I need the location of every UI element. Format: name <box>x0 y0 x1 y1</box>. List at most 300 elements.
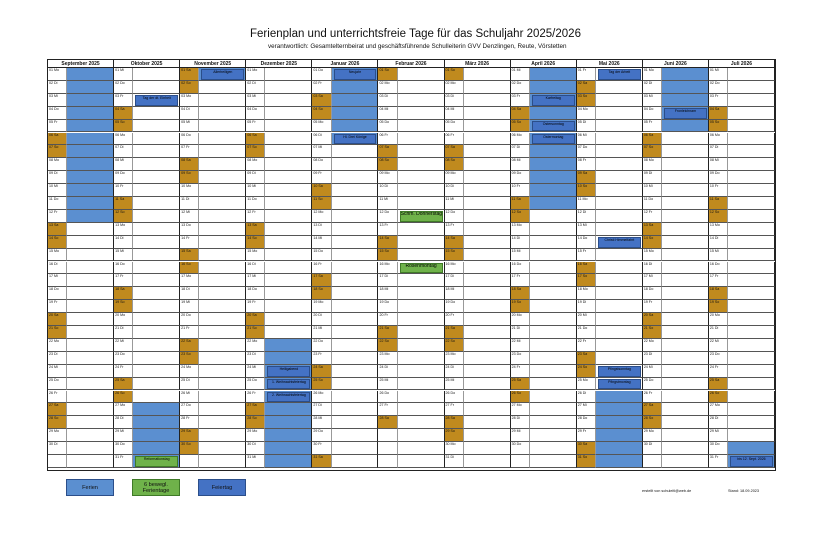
day-info-cell <box>398 120 445 133</box>
day-cell: 11 Mi <box>378 197 397 210</box>
day-cell: 12 Do <box>378 210 397 223</box>
day-cell: 07 Fr <box>180 145 199 158</box>
day-info-cell <box>596 274 643 287</box>
day-cell: 22 Mo <box>48 339 67 352</box>
day-cell: 20 Fr <box>378 313 397 326</box>
day-cell: 26 Di <box>577 391 596 404</box>
day-info-cell <box>530 352 577 365</box>
day-cell: 01 Mi <box>511 68 530 81</box>
day-info-cell <box>133 313 180 326</box>
day-info-cell <box>332 313 379 326</box>
day-info-cell <box>67 133 114 146</box>
day-cell: 25 Mi <box>378 378 397 391</box>
day-info-cell <box>398 249 445 262</box>
day-info-cell <box>464 210 511 223</box>
day-cell: 12 Fr <box>246 210 265 223</box>
day-cell: 24 Mi <box>48 365 67 378</box>
day-cell: 29 Mi <box>511 429 530 442</box>
day-cell <box>48 455 67 468</box>
day-cell: 03 Mi <box>246 94 265 107</box>
day-info-cell <box>265 455 312 468</box>
day-info-cell <box>596 223 643 236</box>
day-cell: 04 Sa <box>709 107 728 120</box>
day-cell: 21 So <box>643 326 662 339</box>
day-info-cell <box>662 158 709 171</box>
day-info-cell <box>728 339 775 352</box>
event-feiertag: 1. Weihnachtsfeiertag <box>267 379 310 390</box>
day-cell: 13 Sa <box>246 223 265 236</box>
day-cell: 24 Mi <box>643 365 662 378</box>
day-cell: 18 Mo <box>577 287 596 300</box>
day-info-cell <box>464 274 511 287</box>
day-info-cell <box>464 326 511 339</box>
day-cell: 27 Sa <box>246 403 265 416</box>
day-cell: 03 Di <box>445 94 464 107</box>
legend-ferien <box>66 479 114 496</box>
day-cell: 31 Sa <box>312 455 331 468</box>
day-cell: 18 Do <box>643 287 662 300</box>
day-cell: 21 Sa <box>445 326 464 339</box>
day-cell: 13 Mo <box>709 223 728 236</box>
day-cell: 30 Do <box>511 442 530 455</box>
calendar-grid <box>47 59 776 471</box>
day-info-cell <box>596 416 643 429</box>
day-cell: 29 Sa <box>180 429 199 442</box>
day-cell: 06 Sa <box>48 133 67 146</box>
day-info-cell <box>199 442 246 455</box>
day-info-cell <box>199 133 246 146</box>
day-info-cell <box>662 184 709 197</box>
day-info-cell <box>67 287 114 300</box>
day-cell: 06 Mo <box>114 133 133 146</box>
event-feiertag: Neujahr <box>334 69 377 80</box>
day-cell: 27 Mo <box>511 403 530 416</box>
day-info-cell <box>596 210 643 223</box>
day-info-cell <box>199 210 246 223</box>
month-header: März 2026 <box>445 60 511 68</box>
day-cell: 08 Sa <box>180 158 199 171</box>
day-info-cell <box>265 158 312 171</box>
day-info-cell <box>596 145 643 158</box>
day-info-cell <box>662 326 709 339</box>
day-info-cell <box>199 94 246 107</box>
day-cell: 12 Mo <box>312 210 331 223</box>
day-info-cell <box>199 326 246 339</box>
day-cell: 04 Do <box>48 107 67 120</box>
day-cell: 25 Sa <box>511 378 530 391</box>
day-info-cell <box>133 403 180 416</box>
day-info-cell <box>464 391 511 404</box>
day-info-cell <box>265 107 312 120</box>
day-cell: 26 Mo <box>312 391 331 404</box>
day-info-cell <box>133 287 180 300</box>
day-cell: 20 Sa <box>643 313 662 326</box>
day-info-cell <box>332 378 379 391</box>
day-cell: 25 Do <box>48 378 67 391</box>
day-cell: 16 Di <box>246 262 265 275</box>
day-info-cell <box>133 391 180 404</box>
day-info-cell <box>464 352 511 365</box>
day-info-cell <box>133 442 180 455</box>
day-cell: 05 Mo <box>312 120 331 133</box>
day-cell: 31 Fr <box>114 455 133 468</box>
day-info-cell <box>265 68 312 81</box>
day-cell: 17 Sa <box>312 274 331 287</box>
day-info-cell <box>265 236 312 249</box>
day-info-cell <box>662 249 709 262</box>
day-info-cell <box>464 262 511 275</box>
day-cell: 30 Mo <box>445 442 464 455</box>
day-cell: 28 So <box>643 416 662 429</box>
day-cell: 27 Fr <box>378 403 397 416</box>
day-cell: 24 Fr <box>709 365 728 378</box>
day-cell: 01 Mo <box>48 68 67 81</box>
day-info-cell <box>398 68 445 81</box>
day-info-cell <box>265 249 312 262</box>
day-info-cell <box>199 313 246 326</box>
day-cell: 21 Sa <box>378 326 397 339</box>
day-cell: 23 Do <box>114 352 133 365</box>
day-cell: 05 Mi <box>180 120 199 133</box>
day-cell: 18 Sa <box>114 287 133 300</box>
day-info-cell <box>728 223 775 236</box>
day-cell: 20 Mi <box>577 313 596 326</box>
day-info-cell <box>265 197 312 210</box>
day-info-cell <box>67 184 114 197</box>
day-cell: 13 Mi <box>577 223 596 236</box>
day-cell: 19 So <box>114 300 133 313</box>
day-cell: 16 So <box>180 262 199 275</box>
month-header: Februar 2026 <box>378 60 444 68</box>
legend-beweglich-label: 6 bewegl. Ferientage <box>142 481 170 494</box>
day-cell: 08 Mo <box>246 158 265 171</box>
day-cell: 11 Mo <box>577 197 596 210</box>
day-info-cell <box>464 223 511 236</box>
day-cell: 24 Mi <box>246 365 265 378</box>
month-header: April 2026 <box>511 60 577 68</box>
day-cell: 24 So <box>577 365 596 378</box>
day-cell: 03 Mi <box>48 94 67 107</box>
day-info-cell <box>464 68 511 81</box>
day-info-cell <box>398 158 445 171</box>
day-info-cell <box>67 391 114 404</box>
day-info-cell <box>133 429 180 442</box>
day-info-cell <box>728 262 775 275</box>
day-cell: 07 So <box>48 145 67 158</box>
day-info-cell <box>728 365 775 378</box>
day-cell: 28 Di <box>114 416 133 429</box>
day-cell: 08 So <box>378 158 397 171</box>
day-info-cell <box>265 429 312 442</box>
day-cell <box>378 442 397 455</box>
day-info-cell <box>530 442 577 455</box>
day-cell: 10 Mi <box>643 184 662 197</box>
day-info-cell <box>464 313 511 326</box>
day-cell: 14 So <box>48 236 67 249</box>
day-cell: 21 Di <box>114 326 133 339</box>
day-cell: 11 Do <box>643 197 662 210</box>
day-info-cell <box>199 300 246 313</box>
day-info-cell <box>133 145 180 158</box>
day-info-cell <box>596 158 643 171</box>
day-cell: 11 Do <box>246 197 265 210</box>
day-cell: 21 So <box>246 326 265 339</box>
day-info-cell <box>662 339 709 352</box>
day-cell: 09 Di <box>48 171 67 184</box>
day-info-cell <box>67 274 114 287</box>
day-cell: 07 Sa <box>378 145 397 158</box>
day-cell: 18 Di <box>180 287 199 300</box>
day-info-cell <box>728 133 775 146</box>
day-info-cell <box>332 158 379 171</box>
day-cell: 14 Di <box>709 236 728 249</box>
day-info-cell <box>398 94 445 107</box>
day-cell: 01 Mi <box>114 68 133 81</box>
day-cell: 07 So <box>643 145 662 158</box>
day-cell: 01 Mi <box>709 68 728 81</box>
day-cell: 03 Fr <box>114 94 133 107</box>
day-cell: 07 Do <box>577 145 596 158</box>
day-cell: 14 Di <box>511 236 530 249</box>
day-info-cell <box>398 107 445 120</box>
day-info-cell <box>464 107 511 120</box>
day-info-cell <box>133 133 180 146</box>
day-info-cell <box>265 210 312 223</box>
day-info-cell <box>530 171 577 184</box>
day-cell: 18 So <box>312 287 331 300</box>
day-cell: 25 Di <box>180 378 199 391</box>
day-info-cell <box>728 300 775 313</box>
day-cell: 26 So <box>114 391 133 404</box>
day-info-cell <box>464 120 511 133</box>
event-feiertag: Pfingstmontag <box>598 379 641 390</box>
day-info-cell <box>332 274 379 287</box>
day-cell: 08 Mi <box>114 158 133 171</box>
day-info-cell <box>265 171 312 184</box>
page-title: Ferienplan und unterrichtsfreie Tage für das Schuljahr 2025/2026 <box>250 28 581 40</box>
day-info-cell <box>133 352 180 365</box>
day-cell: 23 Di <box>48 352 67 365</box>
day-cell: 06 Fr <box>445 133 464 146</box>
day-cell: 17 Di <box>445 274 464 287</box>
day-info-cell <box>530 236 577 249</box>
day-info-cell <box>133 120 180 133</box>
day-info-cell <box>530 262 577 275</box>
day-cell: 20 Sa <box>48 313 67 326</box>
day-info-cell <box>464 184 511 197</box>
day-cell: 06 Sa <box>246 133 265 146</box>
day-cell: 05 So <box>114 120 133 133</box>
day-cell: 30 Do <box>709 442 728 455</box>
day-info-cell <box>662 262 709 275</box>
day-cell: 14 So <box>246 236 265 249</box>
day-cell: 14 Do <box>577 236 596 249</box>
day-cell: 09 Do <box>709 171 728 184</box>
day-cell: 24 Fr <box>511 365 530 378</box>
day-info-cell <box>662 210 709 223</box>
day-cell: 22 So <box>378 339 397 352</box>
day-info-cell <box>398 197 445 210</box>
day-info-cell <box>199 184 246 197</box>
day-cell: 04 Do <box>643 107 662 120</box>
day-info-cell <box>67 145 114 158</box>
day-cell: 04 Di <box>180 107 199 120</box>
day-cell: 15 Fr <box>577 249 596 262</box>
day-cell: 05 Do <box>378 120 397 133</box>
day-cell: 09 Di <box>246 171 265 184</box>
day-info-cell <box>199 120 246 133</box>
day-info-cell <box>530 81 577 94</box>
day-cell: 04 Sa <box>114 107 133 120</box>
day-cell: 30 Di <box>48 442 67 455</box>
day-info-cell <box>67 236 114 249</box>
day-cell: 01 Mo <box>246 68 265 81</box>
day-cell: 16 Di <box>48 262 67 275</box>
day-cell: 07 Mi <box>312 145 331 158</box>
day-info-cell <box>332 249 379 262</box>
day-cell: 06 Di <box>312 133 331 146</box>
day-info-cell <box>464 145 511 158</box>
day-info-cell <box>332 403 379 416</box>
day-cell: 25 Do <box>246 378 265 391</box>
day-cell: 04 Mi <box>445 107 464 120</box>
day-info-cell <box>332 197 379 210</box>
event-feiertag: Ostersonntag <box>532 121 575 132</box>
day-info-cell <box>728 249 775 262</box>
day-info-cell <box>596 326 643 339</box>
day-info-cell <box>662 274 709 287</box>
day-cell: 22 Mo <box>643 339 662 352</box>
day-cell: 10 Fr <box>709 184 728 197</box>
day-info-cell <box>530 429 577 442</box>
day-cell: 11 So <box>312 197 331 210</box>
event-feiertag: Tag der Arbeit <box>598 69 641 80</box>
day-cell <box>180 455 199 468</box>
day-info-cell <box>530 249 577 262</box>
day-cell: 10 Fr <box>114 184 133 197</box>
day-cell: 17 Mi <box>48 274 67 287</box>
day-cell: 21 Fr <box>180 326 199 339</box>
day-cell: 02 Di <box>643 81 662 94</box>
day-info-cell <box>265 287 312 300</box>
day-info-cell <box>596 352 643 365</box>
day-cell: 06 Do <box>180 133 199 146</box>
month-header: Juni 2026 <box>643 60 709 68</box>
day-info-cell <box>728 287 775 300</box>
day-info-cell <box>199 223 246 236</box>
day-cell: 02 So <box>180 81 199 94</box>
day-info-cell <box>332 145 379 158</box>
day-cell: 17 Mi <box>643 274 662 287</box>
day-info-cell <box>596 391 643 404</box>
day-cell: 03 Fr <box>511 94 530 107</box>
day-info-cell <box>199 145 246 158</box>
day-cell: 31 Fr <box>709 455 728 468</box>
day-info-cell <box>133 249 180 262</box>
day-cell: 29 Mo <box>643 429 662 442</box>
day-cell: 06 Mo <box>511 133 530 146</box>
month-header: Oktober 2025 <box>114 60 180 68</box>
day-cell: 08 Mi <box>709 158 728 171</box>
day-cell: 29 Mo <box>48 429 67 442</box>
day-info-cell <box>67 249 114 262</box>
day-cell: 09 Do <box>114 171 133 184</box>
day-cell: 08 Mo <box>643 158 662 171</box>
day-info-cell <box>398 403 445 416</box>
day-cell: 15 So <box>378 249 397 262</box>
day-info-cell <box>662 378 709 391</box>
day-cell: 01 So <box>378 68 397 81</box>
day-info-cell <box>265 94 312 107</box>
day-info-cell <box>662 145 709 158</box>
day-info-cell <box>398 326 445 339</box>
day-info-cell <box>662 120 709 133</box>
day-cell: 27 Sa <box>643 403 662 416</box>
day-info-cell <box>464 300 511 313</box>
day-info-cell <box>67 403 114 416</box>
day-info-cell <box>332 442 379 455</box>
day-info-cell <box>265 81 312 94</box>
event-feiertag: Ostermontag <box>532 134 575 145</box>
day-info-cell <box>133 184 180 197</box>
day-cell: 16 Di <box>643 262 662 275</box>
day-info-cell <box>728 378 775 391</box>
day-info-cell <box>398 133 445 146</box>
day-info-cell <box>530 326 577 339</box>
day-info-cell <box>464 249 511 262</box>
day-cell: 08 Mo <box>48 158 67 171</box>
day-cell: 12 So <box>709 210 728 223</box>
day-cell: 14 Di <box>114 236 133 249</box>
event-feiertag: Hl. Drei Könige <box>334 134 377 145</box>
day-info-cell <box>728 236 775 249</box>
day-cell: 22 Do <box>312 339 331 352</box>
day-cell: 28 Mi <box>312 416 331 429</box>
day-cell: 29 Mo <box>246 429 265 442</box>
day-info-cell <box>398 145 445 158</box>
day-info-cell <box>265 223 312 236</box>
page-subtitle: verantwortlich: Gesamtelternbeirat und geschäftsführende Schulleiterin GVV Denzlingen, Reute, Vörstetten <box>268 43 567 50</box>
day-cell: 17 Mo <box>180 274 199 287</box>
day-cell: 17 Fr <box>709 274 728 287</box>
day-info-cell <box>199 429 246 442</box>
day-info-cell <box>398 300 445 313</box>
day-info-cell <box>67 81 114 94</box>
day-cell: 10 Di <box>445 184 464 197</box>
day-cell: 23 Fr <box>312 352 331 365</box>
day-info-cell <box>728 416 775 429</box>
day-info-cell <box>67 378 114 391</box>
day-cell: 22 Fr <box>577 339 596 352</box>
day-cell: 29 Do <box>312 429 331 442</box>
day-info-cell <box>265 133 312 146</box>
day-info-cell <box>398 365 445 378</box>
day-info-cell <box>662 313 709 326</box>
day-cell: 03 So <box>577 94 596 107</box>
day-cell: 04 So <box>312 107 331 120</box>
day-info-cell <box>596 107 643 120</box>
day-info-cell <box>199 416 246 429</box>
day-info-cell <box>530 210 577 223</box>
day-cell: 19 Mo <box>312 300 331 313</box>
day-cell: 13 Fr <box>378 223 397 236</box>
day-info-cell <box>530 274 577 287</box>
day-cell: 11 Do <box>48 197 67 210</box>
day-info-cell <box>662 391 709 404</box>
day-cell: 30 Fr <box>312 442 331 455</box>
day-info-cell <box>728 391 775 404</box>
day-info-cell <box>464 171 511 184</box>
